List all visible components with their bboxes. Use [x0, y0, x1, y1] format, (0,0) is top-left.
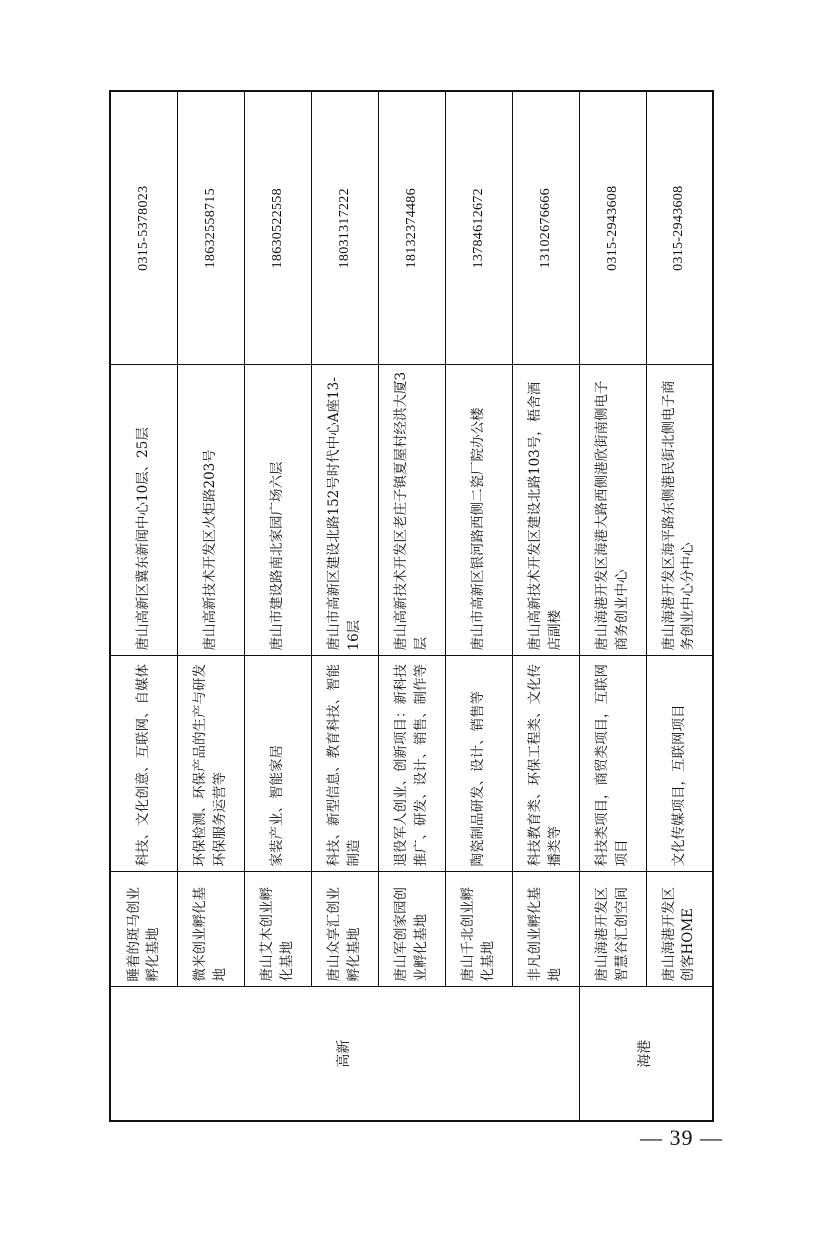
phone-cell: 13784612672 [445, 91, 512, 365]
table-row [646, 91, 713, 1121]
phone-cell: 18132374486 [378, 91, 445, 365]
base-name-cell: 唐山千北创业孵化基地 [445, 872, 512, 987]
address-cell: 唐山海港开发区海平路东侧港民街北侧电子商务创业中心分中心 [646, 365, 713, 656]
page-number: — 39 — [640, 1125, 723, 1150]
phone-cell: 0315-5378023 [110, 91, 177, 365]
table-row [445, 91, 512, 1121]
scope-cell: 科技、文化创意、互联网、自媒体 [110, 656, 177, 872]
phone-cell: 0315-2943608 [579, 91, 646, 365]
scope-cell: 科技类项目，商贸类项目，互联网项目 [579, 656, 646, 872]
scope-cell: 科技教育类、环保工程类、文化传播类等 [512, 656, 579, 872]
base-name-cell: 唐山众享汇创业孵化基地 [311, 872, 378, 987]
scope-cell: 陶瓷制品研发、设计、销售等 [445, 656, 512, 872]
base-name-cell: 唐山艾木创业孵化基地 [244, 872, 311, 987]
scope-cell: 科技、新型信息、教育科技、智能制造 [311, 656, 378, 872]
phone-cell: 18632558715 [177, 91, 244, 365]
district-cell: 高新 [110, 987, 579, 1121]
base-name-cell: 唐山军创家园创业孵化基地 [378, 872, 445, 987]
scope-cell: 家装产业、智能家居 [244, 656, 311, 872]
incubator-table [109, 90, 714, 1122]
phone-cell: 0315-2943608 [646, 91, 713, 365]
phone-cell: 18630522558 [244, 91, 311, 365]
address-cell: 唐山高新区冀东新闻中心10层、25层 [110, 365, 177, 656]
table-row [110, 91, 177, 1121]
table-row [177, 91, 244, 1121]
address-cell: 唐山海港开发区海港大路西侧港欣街南侧电子商务创业中心 [579, 365, 646, 656]
address-cell: 唐山高新技术开发区建设北路103号，梧舍酒店副楼 [512, 365, 579, 656]
base-name-cell: 微米创业孵化基地 [177, 872, 244, 987]
address-cell: 唐山市高新区银河路西侧二瓷厂院办公楼 [445, 365, 512, 656]
address-cell: 唐山高新技术开发区老庄子镇夏屋村经洪大厦3层 [378, 365, 445, 656]
table-row [311, 91, 378, 1121]
address-cell: 唐山市建设路南北家园广场六层 [244, 365, 311, 656]
table-row [512, 91, 579, 1121]
address-cell: 唐山高新技术开发区火炬路203号 [177, 365, 244, 656]
table-row [579, 91, 646, 1121]
address-cell: 唐山市高新区建设北路152号时代中心A座13-16层 [311, 365, 378, 656]
base-name-cell: 唐山海港开发区创客HOME [646, 872, 713, 987]
base-name-cell: 非凡创业孵化基地 [512, 872, 579, 987]
table-row [244, 91, 311, 1121]
table-row [378, 91, 445, 1121]
rotated-table-container [109, 92, 714, 1122]
scope-cell: 环保检测、环保产品的生产与研发环保服务运营等 [177, 656, 244, 872]
base-name-cell: 唐山海港开发区智慧谷汇创空间 [579, 872, 646, 987]
phone-cell: 18031317222 [311, 91, 378, 365]
phone-cell: 13102676666 [512, 91, 579, 365]
base-name-cell: 睡着的斑马创业孵化基地 [110, 872, 177, 987]
district-cell: 海港 [579, 987, 713, 1121]
scope-cell: 退役军人创业、创新项目：新科技推广、研发、设计、销售、制作等 [378, 656, 445, 872]
scope-cell: 文化传媒项目，互联网项目 [646, 656, 713, 872]
